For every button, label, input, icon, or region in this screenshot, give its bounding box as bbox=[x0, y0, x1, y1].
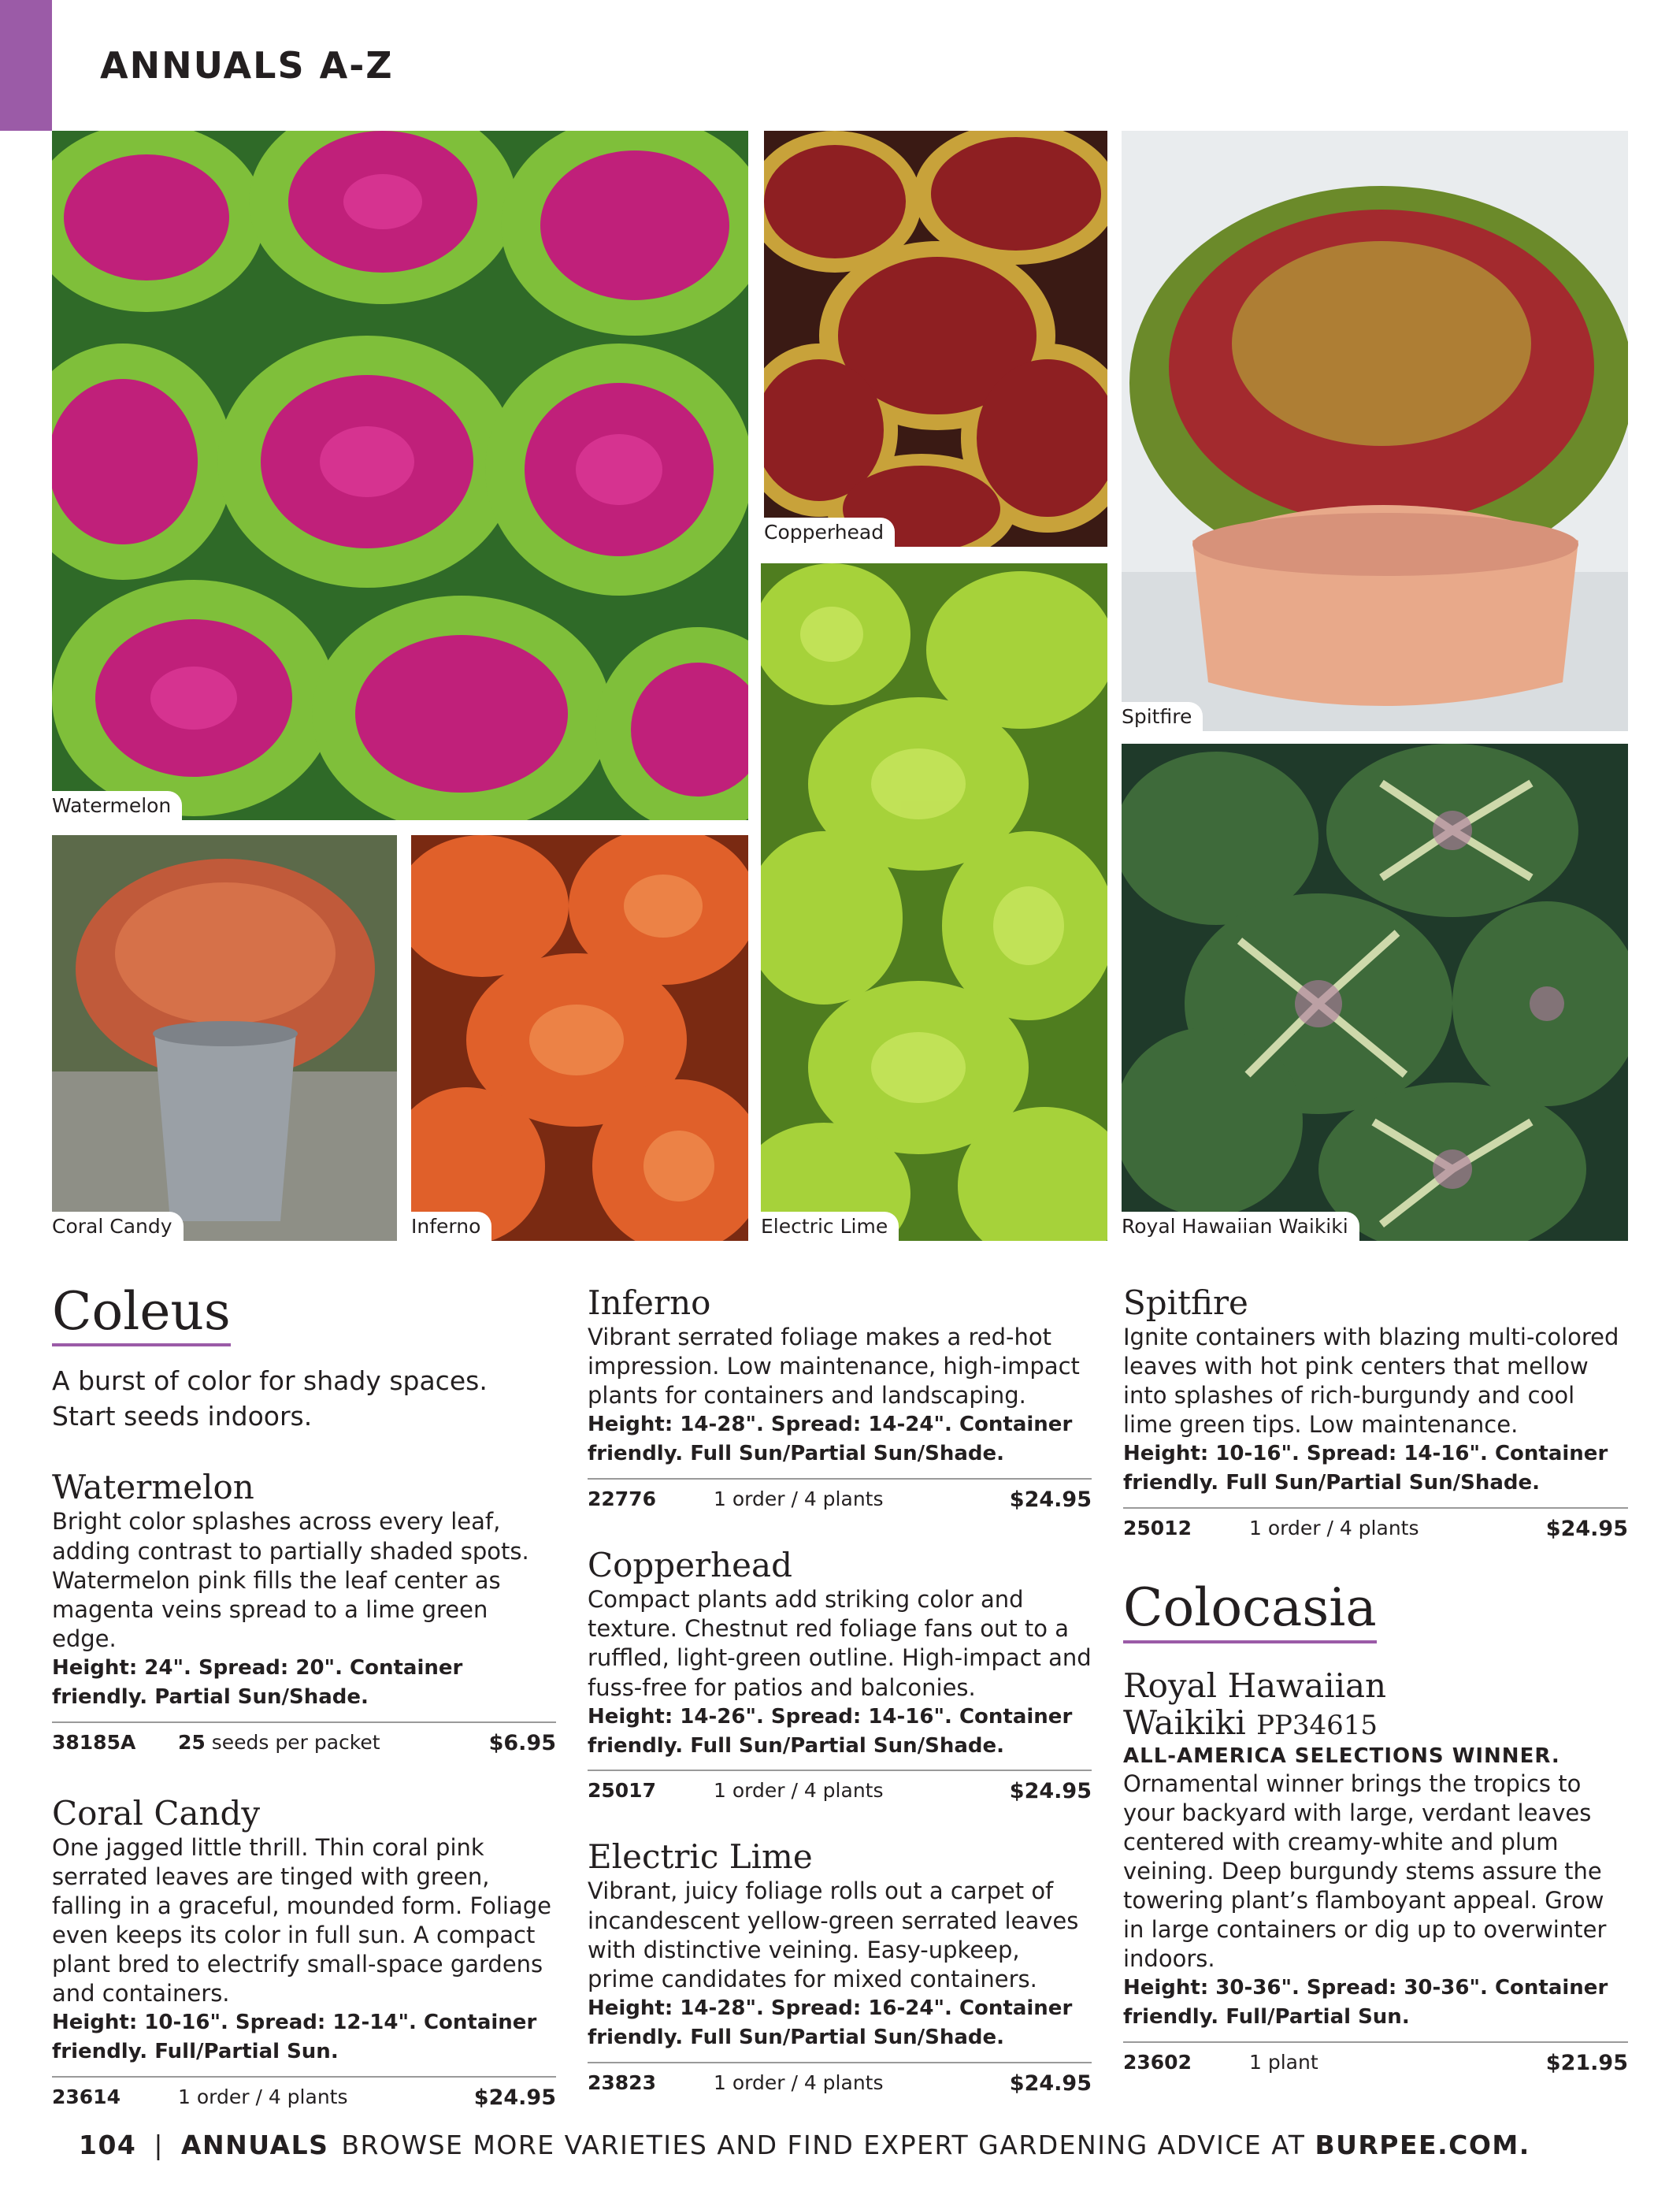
caption-electric-lime: Electric Lime bbox=[761, 1212, 899, 1241]
item-price: $24.95 bbox=[1545, 1517, 1628, 1542]
photo-coral-candy bbox=[52, 835, 397, 1241]
variety-name: Coral Candy bbox=[52, 1793, 261, 1833]
photo-spitfire bbox=[1122, 131, 1628, 731]
patent-number: PP34615 bbox=[1256, 1709, 1378, 1741]
item-quantity bbox=[178, 1731, 380, 1755]
variety-spec: Height: 24". Spread: 20". Container friendly. Partial Sun/Shade. bbox=[52, 1655, 463, 1709]
item-code: 25017 bbox=[588, 1779, 656, 1803]
footer-site-link[interactable]: BURPEE.COM. bbox=[1315, 2130, 1530, 2160]
photo-royal-hawaiian bbox=[1122, 744, 1628, 1241]
footer-section: ANNUALS bbox=[181, 2130, 329, 2160]
variety-description: Compact plants add striking color and texture. Chestnut red foliage fans out to a ruffled, light-green outline. High-impact and fuss-free for patios and balconies. bbox=[588, 1586, 1092, 1701]
item-quantity: 1 order / 4 plants bbox=[714, 1487, 884, 1511]
caption-inferno: Inferno bbox=[411, 1212, 491, 1241]
colocasia-title: Colocasia bbox=[1123, 1580, 1377, 1643]
variety-spec: Height: 10-16". Spread: 14-16". Container friendly. Full Sun/Partial Sun/Shade. bbox=[1123, 1442, 1608, 1495]
spitfire-pot-art bbox=[1122, 131, 1628, 731]
item-code: 22776 bbox=[588, 1487, 656, 1511]
variety-description: Bright color splashes across every leaf, adding contrast to partially shaded spots. Watermelon pink fills the leaf center as magenta veins spread to a lime green edge. bbox=[52, 1508, 529, 1652]
footer-text: BROWSE MORE VARIETIES AND FIND EXPERT GARDENING ADVICE AT bbox=[341, 2130, 1315, 2160]
item-quantity: 1 order / 4 plants bbox=[178, 2085, 348, 2109]
caption-spitfire: Spitfire bbox=[1122, 702, 1203, 731]
order-row bbox=[588, 1478, 1092, 1512]
item-quantity: 1 order / 4 plants bbox=[1249, 1517, 1419, 1540]
variety-description: Vibrant serrated foliage makes a red-hot impression. Low maintenance, high-impact plants for containers and landscaping. bbox=[588, 1324, 1080, 1409]
order-row bbox=[52, 2076, 556, 2110]
coral-candy-pot-art bbox=[52, 835, 397, 1241]
item-quantity: 1 order / 4 plants bbox=[714, 2070, 884, 2094]
quantity-unit: seeds per packet bbox=[205, 1730, 380, 1754]
coleus-subtitle: A burst of color for shady spaces. Start seeds indoors. bbox=[52, 1365, 488, 1432]
quantity-count: 25 bbox=[178, 1730, 206, 1754]
photo-watermelon bbox=[52, 131, 748, 820]
order-row bbox=[1123, 1507, 1628, 1541]
page-number: 104 bbox=[79, 2130, 137, 2160]
variety-name: Electric Lime bbox=[588, 1837, 813, 1877]
item-quantity: 1 plant bbox=[1249, 2051, 1318, 2074]
order-row bbox=[588, 2062, 1092, 2096]
electric-lime-leaves-art bbox=[761, 563, 1107, 1241]
product-royal-hawaiian bbox=[1123, 1667, 1628, 2076]
variety-name: Copperhead bbox=[588, 1546, 792, 1585]
item-price: $24.95 bbox=[473, 2085, 556, 2111]
variety-description: One jagged little thrill. Thin coral pink serrated leaves are tinged with green, falling in a graceful, mounded form. Foliage even keeps its color in full sun. A compact plant bred to electrify small-space gardens and containers. bbox=[52, 1833, 551, 2007]
item-price: $24.95 bbox=[1009, 1487, 1092, 1513]
product-electric-lime bbox=[588, 1838, 1092, 2095]
coleus-title: Coleus bbox=[52, 1284, 231, 1346]
footer-separator: | bbox=[154, 2130, 165, 2160]
photo-copperhead bbox=[764, 131, 1107, 547]
item-price: $21.95 bbox=[1545, 2051, 1628, 2076]
item-code: 25012 bbox=[1123, 1517, 1192, 1540]
item-quantity: 1 order / 4 plants bbox=[714, 1779, 884, 1803]
variety-description: Ornamental winner brings the tropics to your backyard with large, verdant leaves centered with creamy-white and plum veining. Deep burgundy stems assure the towering plant’s flamboyant appeal. Grow in large containers or dig up to overwinter indoors. bbox=[1123, 1770, 1607, 1973]
order-row bbox=[588, 1770, 1092, 1803]
item-code: 23602 bbox=[1123, 2051, 1192, 2074]
column-3 bbox=[1123, 1284, 1628, 2075]
order-row bbox=[52, 1721, 556, 1755]
item-code: 38185A bbox=[52, 1730, 136, 1754]
copperhead-leaves-art bbox=[764, 131, 1107, 547]
variety-name-line1: Royal Hawaiian bbox=[1123, 1666, 1387, 1705]
caption-royal-hawaiian: Royal Hawaiian Waikiki bbox=[1122, 1212, 1359, 1241]
inferno-leaves-art bbox=[411, 835, 748, 1241]
variety-spec: Height: 14-28". Spread: 16-24". Container friendly. Full Sun/Partial Sun/Shade. bbox=[588, 1996, 1073, 2049]
product-coral-candy bbox=[52, 1795, 556, 2111]
column-2 bbox=[588, 1284, 1092, 2096]
variety-name: Inferno bbox=[588, 1283, 711, 1322]
variety-name: Watermelon bbox=[52, 1468, 254, 1507]
variety-name bbox=[1123, 1667, 1628, 1741]
colocasia-leaves-art bbox=[1122, 744, 1628, 1241]
watermelon-leaves-art bbox=[52, 131, 748, 820]
variety-spec: Height: 10-16". Spread: 12-14". Container friendly. Full/Partial Sun. bbox=[52, 2011, 537, 2064]
section-tab bbox=[0, 0, 52, 131]
variety-spec: Height: 14-28". Spread: 14-24". Container friendly. Full Sun/Partial Sun/Shade. bbox=[588, 1413, 1073, 1466]
item-price: $24.95 bbox=[1009, 2070, 1092, 2096]
award-badge: ALL-AMERICA SELECTIONS WINNER. bbox=[1123, 1744, 1560, 1768]
product-inferno bbox=[588, 1284, 1092, 1512]
caption-watermelon: Watermelon bbox=[52, 791, 182, 820]
photo-inferno bbox=[411, 835, 748, 1241]
variety-name: Spitfire bbox=[1123, 1283, 1248, 1322]
item-code: 23614 bbox=[52, 2085, 121, 2109]
product-watermelon bbox=[52, 1469, 556, 1755]
column-1 bbox=[52, 1281, 556, 2111]
caption-coral-candy: Coral Candy bbox=[52, 1212, 184, 1241]
variety-description: Vibrant, juicy foliage rolls out a carpet of incandescent yellow-green serrated leaves with distinctive veining. Easy-upkeep, prime candidates for mixed containers. bbox=[588, 1877, 1079, 1992]
product-copperhead bbox=[588, 1547, 1092, 1803]
variety-spec: Height: 14-26". Spread: 14-16". Container friendly. Full Sun/Partial Sun/Shade. bbox=[588, 1704, 1073, 1758]
page-footer bbox=[79, 2130, 1530, 2160]
order-row bbox=[1123, 2041, 1628, 2075]
section-title: ANNUALS A-Z bbox=[100, 44, 394, 87]
item-price: $6.95 bbox=[488, 1730, 556, 1755]
item-code: 23823 bbox=[588, 2070, 656, 2094]
variety-description: Ignite containers with blazing multi-colored leaves with hot pink centers that mellow into splashes of rich-burgundy and cool lime green tips. Low maintenance. bbox=[1123, 1324, 1619, 1439]
photo-electric-lime bbox=[761, 563, 1107, 1241]
item-price: $24.95 bbox=[1009, 1779, 1092, 1804]
caption-copperhead: Copperhead bbox=[764, 518, 895, 547]
variety-spec: Height: 30-36". Spread: 30-36". Container friendly. Full/Partial Sun. bbox=[1123, 1976, 1608, 2030]
variety-name-line2: Waikiki bbox=[1123, 1703, 1246, 1742]
product-spitfire bbox=[1123, 1284, 1628, 1541]
